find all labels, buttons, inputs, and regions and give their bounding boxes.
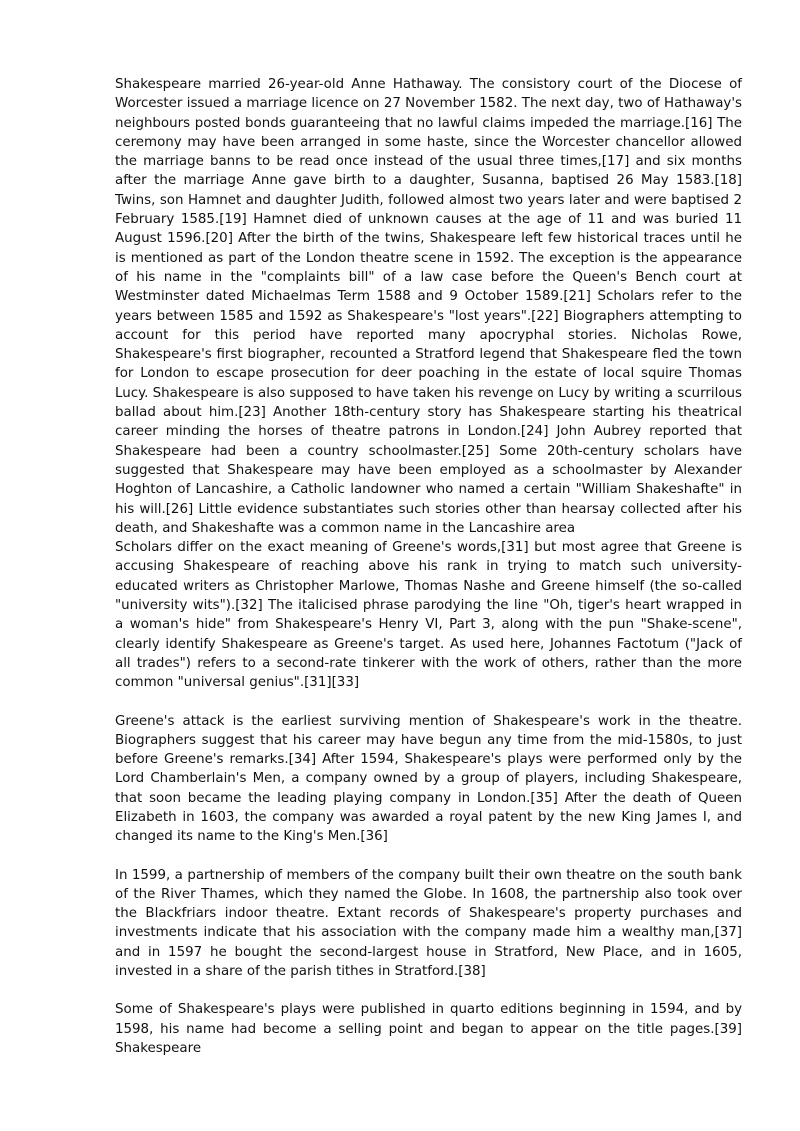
- document-page: [115, 75, 742, 1058]
- paragraph-marriage-lost-years: Shakespeare married 26-year-old Anne Hathaway. The consistory court of the Diocese of Worcester issued a marriage licence on 27 November 1582. The next day, two of Hathaway's neighbours posted bonds guaranteeing that no lawful claims impeded the marriage.[16] The ceremony may have been arranged in some haste, since the Worcester chancellor allowed the marriage banns to be read once instead of the usual three times,[17] and six months after the marriage Anne gave birth to a daughter, Susanna, baptised 26 May 1583.[18] Twins, son Hamnet and daughter Judith, followed almost two years later and were baptised 2 February 1585.[19] Hamnet died of unknown causes at the age of 11 and was buried 11 August 1596.[20] After the birth of the twins, Shakespeare left few historical traces until he is mentioned as part of the London theatre scene in 1592. The exception is the appearance of his name in the "complaints bill" of a law case before the Queen's Bench court at Westminster dated Michaelmas Term 1588 and 9 October 1589.[21] Scholars refer to the years between 1585 and 1592 as Shakespeare's "lost years".[22] Biographers attempting to account for this period have reported many apocryphal stories. Nicholas Rowe, Shakespeare's first biographer, recounted a Stratford legend that Shakespeare fled the town for London to escape prosecution for deer poaching in the estate of local squire Thomas Lucy. Shakespeare is also supposed to have taken his revenge on Lucy by writing a scurrilous ballad about him.[23] Another 18th-century story has Shakespeare starting his theatrical career minding the horses of theatre patrons in London.[24] John Aubrey reported that Shakespeare had been a country schoolmaster.[25] Some 20th-century scholars have suggested that Shakespeare may have been employed as a schoolmaster by Alexander Hoghton of Lancashire, a Catholic landowner who named a certain "William Shakeshafte" in his will.[26] Little evidence substantiates such stories other than hearsay collected after his death, and Shakeshafte was a common name in the Lancashire area: [115, 77, 742, 536]
- paragraph-globe-theatre: In 1599, a partnership of members of the company built their own theatre on the south bank of the River Thames, which they named the Globe. In 1608, the partnership also took over the Blackfriars indoor theatre. Extant records of Shakespeare's property purchases and investments indicate that his association with the company made him a wealthy man,[37] and in 1597 he bought the second-largest house in Stratford, New Place, and in 1605, invested in a share of the parish tithes in Stratford.[38]: [115, 867, 742, 980]
- paragraph-greene-attack: Greene's attack is the earliest surviving mention of Shakespeare's work in the theatre. Biographers suggest that his career may have begun any time from the mid-1580s, to just before Greene's remarks.[34] After 1594, Shakespeare's plays were performed only by the Lord Chamberlain's Men, a company owned by a group of players, including Shakespeare, that soon became the leading playing company in London.[35] After the death of Queen Elizabeth in 1603, the company was awarded a royal patent by the new King James I, and changed its name to the King's Men.[36]: [115, 713, 742, 845]
- paragraph-quarto-editions: Some of Shakespeare's plays were published in quarto editions beginning in 1594, and by 1598, his name had become a selling point and began to appear on the title pages.[39] Shakespeare: [115, 1002, 742, 1056]
- paragraph-greene-words: Scholars differ on the exact meaning of Greene's words,[31] but most agree that Greene is accusing Shakespeare of reaching above his rank in trying to match such university-educated writers as Christopher Marlowe, Thomas Nashe and Greene himself (the so-called "university wits").[32] The italicised phrase parodying the line "Oh, tiger's heart wrapped in a woman's hide" from Shakespeare's Henry VI, Part 3, along with the pun "Shake-scene", clearly identify Shakespeare as Greene's target. As used here, Johannes Factotum ("Jack of all trades") refers to a second-rate tinkerer with the work of others, rather than the more common "universal genius".[31][33]: [115, 540, 742, 691]
